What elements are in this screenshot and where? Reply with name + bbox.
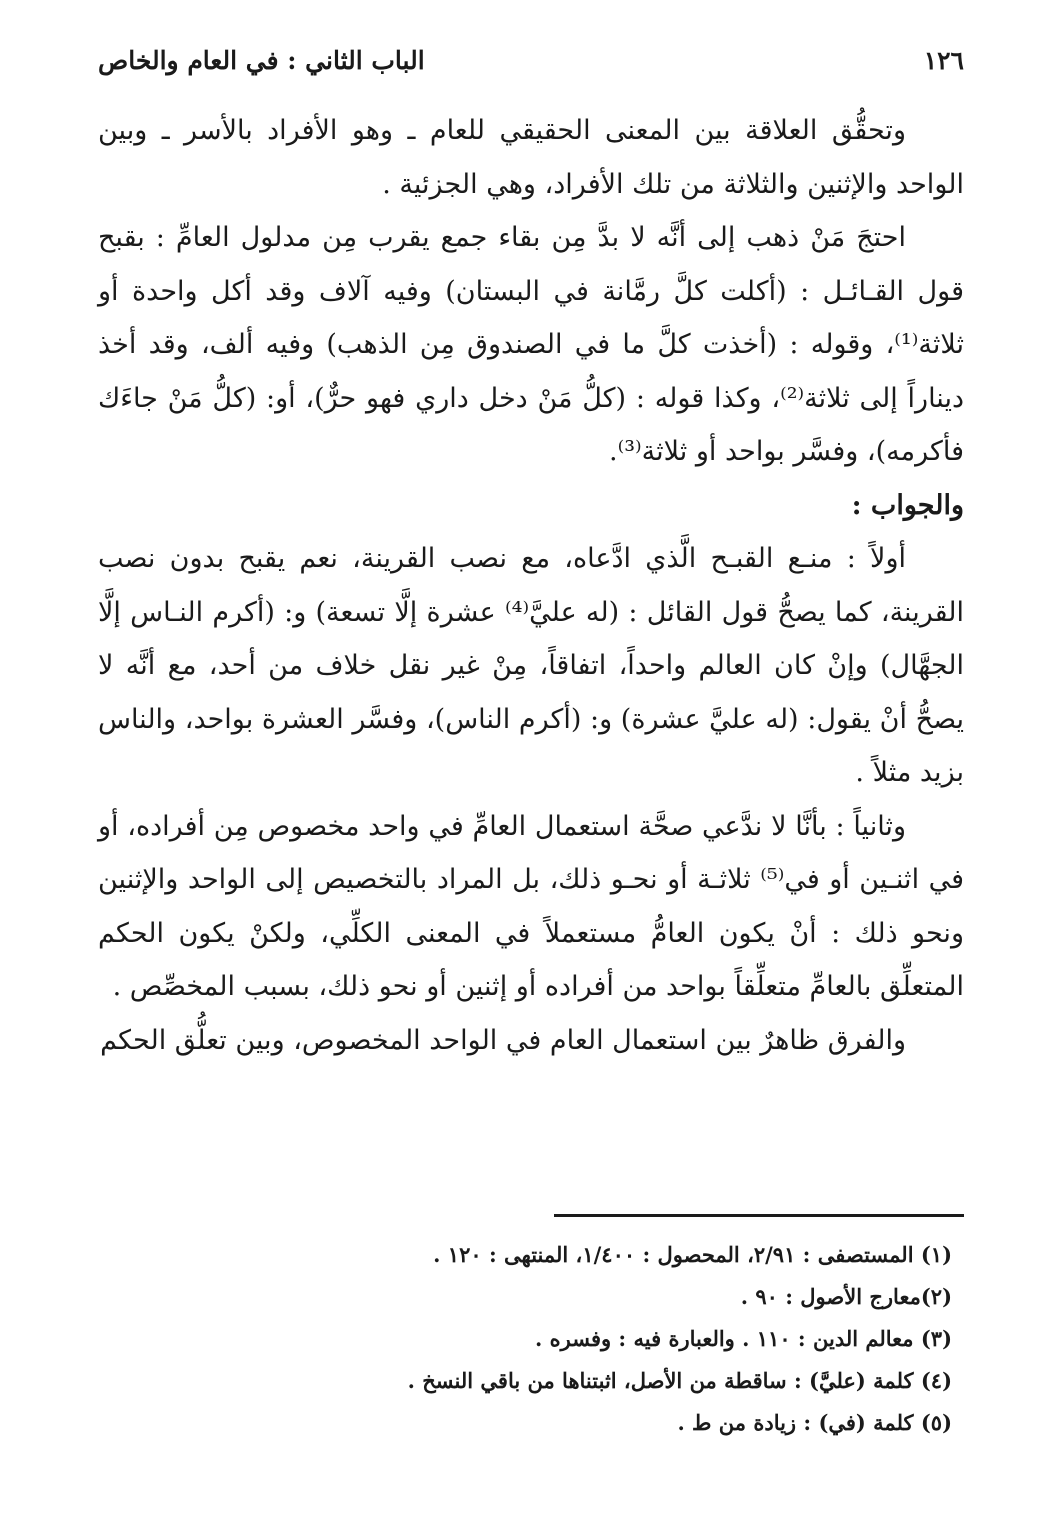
paragraph: احتجَ مَنْ ذهب إلى أنَّه لا بدَّ مِن بقاء جمع يقرب مِن مدلول العامِّ : بقبح قول القـائـل : (أكلت كلَّ رمَّانة في البستان) وفيه آلاف وقد أكل واحدة أو ثلاثة⁽¹⁾، وقوله : (أخذت كلَّ ما في الصندوق مِن الذهب) وفيه ألف، وقد أخذ ديناراً إلى ثلاثة⁽²⁾، وكذا قوله : (كلُّ مَنْ دخل داري فهو حرٌّ)، أو: (كلُّ مَنْ جاءَك فأكرمه)، وفسَّر بواحد أو ثلاثة⁽³⁾. xyxy=(98,222,964,467)
paragraph: وتحقُّق العلاقة بين المعنى الحقيقي للعام ـ وهو الأفراد بالأسر ـ وبين الواحد والإثنين والثلاثة من تلك الأفراد، وهي الجزئية . xyxy=(98,115,964,200)
paragraph: والفرق ظاهرٌ بين استعمال العام في الواحد المخصوص، وبين تعلُّق الحكم xyxy=(100,1024,906,1056)
main-text xyxy=(98,104,964,1067)
footnote: (٤) كلمة (عليَّ) : ساقطة من الأصل، اثبتناها من باقي النسخ . xyxy=(407,1368,952,1393)
running-title: الباب الثاني : في العام والخاص xyxy=(98,45,425,75)
footnote: (١) المستصفى : ٢/٩١، المحصول : ١/٤٠٠، المنتهى : ١٢٠ . xyxy=(433,1242,952,1267)
footnote: (٥) كلمة (في) : زيادة من ط . xyxy=(677,1410,952,1435)
footnote: (٢)معارج الأصول : ٩٠ . xyxy=(740,1284,952,1309)
answer-heading: والجواب : xyxy=(851,489,964,521)
page-number: ١٢٦ xyxy=(923,45,964,75)
footnote: (٣) معالم الدين : ١١٠ . والعبارة فيه : وفسره . xyxy=(535,1326,952,1351)
footnote-divider xyxy=(554,1214,964,1217)
paragraph: أولاً : منـع القبـح الَّذي ادَّعاه، مع نصب القرينة، نعم يقبح بدون نصب القرينة، كما يصحُّ قول القائل : (له عليَّ⁽⁴⁾ عشرة إلَّا تسعة) و: (أكرم النـاس إلَّا الجهَّال) وإنْ كان العالم واحداً، اتفاقاً، مِنْ غير نقل خلاف من أحد، مع أنَّه لا يصحُّ أنْ يقول: (له عليَّ عشرة) و: (أكرم الناس)، وفسَّر العشرة بواحد، والناس بزيد مثلاً . xyxy=(98,543,964,788)
footnotes xyxy=(98,1234,952,1444)
page-header xyxy=(98,38,964,82)
paragraph: وثانياً : بأنَّا لا ندَّعي صحَّة استعمال العامِّ في واحد مخصوص مِن أفراده، أو في اثنـين أو في⁽⁵⁾ ثلاثـة أو نحـو ذلك، بل المراد بالتخصيص إلى الواحد والإثنين ونحو ذلك : أنْ يكون العامُّ مستعملاً في المعنى الكلِّي، ولكنْ يكون الحكم المتعلِّق بالعامِّ متعلِّقاً بواحد من أفراده أو إثنين أو نحو ذلك، بسبب المخصِّص . xyxy=(98,810,965,1002)
